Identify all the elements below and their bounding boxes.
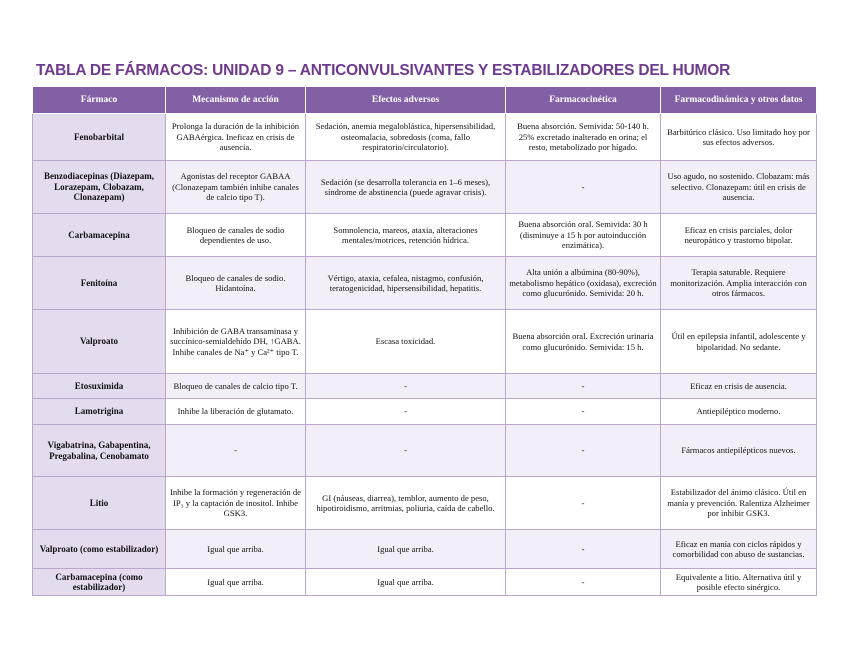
cell-mechanism: Inhibe la formación y regeneración de IP₃ y la captación de inositol. Inhibe GSK3.	[166, 477, 306, 530]
page-title: TABLA DE FÁRMACOS: UNIDAD 9 – ANTICONVULSIVANTES Y ESTABILIZADORES DEL HUMOR	[36, 62, 731, 79]
table-row	[33, 161, 817, 214]
header-farmaco: Fármaco	[33, 87, 166, 114]
table-row	[33, 310, 817, 374]
cell-pharmacodynamics: Equivalente a litio. Alternativa útil y posible efecto sinérgico.	[661, 569, 817, 596]
cell-pharmacodynamics: Eficaz en manía con ciclos rápidos y comorbilidad con abuso de sustancias.	[661, 530, 817, 569]
cell-pharmacokinetics: -	[506, 399, 661, 425]
table-row	[33, 530, 817, 569]
cell-drug: Litio	[33, 477, 166, 530]
cell-pharmacokinetics: -	[506, 161, 661, 214]
cell-drug: Carbamacepina	[33, 214, 166, 257]
table-row	[33, 569, 817, 596]
cell-mechanism: Igual que arriba.	[166, 530, 306, 569]
cell-pharmacodynamics: Barbitúrico clásico. Uso limitado hoy por sus efectos adversos.	[661, 114, 817, 161]
cell-pharmacodynamics: Eficaz en crisis de ausencia.	[661, 374, 817, 399]
drug-table	[32, 86, 817, 596]
cell-drug: Valproato	[33, 310, 166, 374]
cell-mechanism: Inhibición de GABA transaminasa y succínico-semialdehído DH, ↑GABA. Inhibe canales de Na⁺ y Ca²⁺ tipo T.	[166, 310, 306, 374]
table-header-row	[33, 87, 817, 114]
cell-drug: Vigabatrina, Gabapentina, Pregabalina, Cenobamato	[33, 425, 166, 477]
cell-adverse: Sedación (se desarrolla tolerancia en 1–6 meses), síndrome de abstinencia (puede agravar crisis).	[306, 161, 506, 214]
cell-pharmacokinetics: -	[506, 374, 661, 399]
cell-adverse: Vértigo, ataxia, cefalea, nistagmo, confusión, teratogenicidad, hipersensibilidad, hepatitis.	[306, 257, 506, 310]
cell-drug: Etosuximida	[33, 374, 166, 399]
cell-mechanism: Prolonga la duración de la inhibición GABAérgica. Ineficaz en crisis de ausencia.	[166, 114, 306, 161]
cell-drug: Lamotrigina	[33, 399, 166, 425]
cell-pharmacodynamics: Eficaz en crisis parciales, dolor neuropático y trastorno bipolar.	[661, 214, 817, 257]
cell-adverse: Somnolencia, mareos, ataxia, alteraciones mentales/motrices, retención hídrica.	[306, 214, 506, 257]
cell-pharmacodynamics: Estabilizador del ánimo clásico. Útil en manía y prevención. Ralentiza Alzheimer por inhibir GSK3.	[661, 477, 817, 530]
cell-pharmacokinetics: Alta unión a albúmina (80-90%), metabolismo hepático (oxidasa), excreción como glucurónido. Semivida: 20 h.	[506, 257, 661, 310]
cell-drug: Fenitoína	[33, 257, 166, 310]
cell-mechanism: Inhibe la liberación de glutamato.	[166, 399, 306, 425]
cell-pharmacodynamics: Terapia saturable. Requiere monitorización. Amplia interacción con otros fármacos.	[661, 257, 817, 310]
cell-adverse: -	[306, 399, 506, 425]
cell-mechanism: Bloqueo de canales de sodio. Hidantoína.	[166, 257, 306, 310]
cell-adverse: GI (náuseas, diarrea), temblor, aumento de peso, hipotiroidismo, arritmias, poliuria, caída de cabello.	[306, 477, 506, 530]
cell-mechanism: Bloqueo de canales de sodio dependientes de uso.	[166, 214, 306, 257]
header-mecanismo: Mecanismo de acción	[166, 87, 306, 114]
cell-adverse: -	[306, 425, 506, 477]
cell-pharmacokinetics: Buena absorción oral. Semivida: 30 h (disminuye a 15 h por autoinducción enzimática).	[506, 214, 661, 257]
table-row	[33, 257, 817, 310]
cell-drug: Benzodiacepinas (Diazepam, Lorazepam, Clobazam, Clonazepam)	[33, 161, 166, 214]
header-farmacodinamica: Farmacodinámica y otros datos	[661, 87, 817, 114]
table-row	[33, 374, 817, 399]
cell-mechanism: Igual que arriba.	[166, 569, 306, 596]
cell-adverse: Igual que arriba.	[306, 569, 506, 596]
table-row	[33, 114, 817, 161]
cell-drug: Valproato (como estabilizador)	[33, 530, 166, 569]
cell-drug: Fenobarbital	[33, 114, 166, 161]
cell-adverse: Igual que arriba.	[306, 530, 506, 569]
cell-pharmacokinetics: -	[506, 425, 661, 477]
table-row	[33, 399, 817, 425]
cell-pharmacodynamics: Fármacos antiepilépticos nuevos.	[661, 425, 817, 477]
header-efectos: Efectos adversos	[306, 87, 506, 114]
cell-drug: Carbamacepina (como estabilizador)	[33, 569, 166, 596]
table-row	[33, 477, 817, 530]
cell-mechanism: Agonistas del receptor GABAA (Clonazepam también inhibe canales de calcio tipo T).	[166, 161, 306, 214]
cell-adverse: Escasa toxicidad.	[306, 310, 506, 374]
cell-pharmacokinetics: -	[506, 569, 661, 596]
cell-adverse: Sedación, anemia megaloblástica, hipersensibilidad, osteomalacia, sobredosis (coma, fallo respiratorio/circulatorio).	[306, 114, 506, 161]
cell-pharmacokinetics: Buena absorción oral. Excreción urinaria como glucurónido. Semivida: 15 h.	[506, 310, 661, 374]
cell-pharmacokinetics: Buena absorción. Semivida: 50-140 h. 25% excretado inalterado en orina; el resto, metabolizado por hígado.	[506, 114, 661, 161]
cell-mechanism: Bloqueo de canales de calcio tipo T.	[166, 374, 306, 399]
table-row	[33, 425, 817, 477]
cell-pharmacodynamics: Uso agudo, no sostenido. Clobazam: más selectivo. Clonazepam: útil en crisis de ausencia.	[661, 161, 817, 214]
cell-pharmacokinetics: -	[506, 477, 661, 530]
cell-adverse: -	[306, 374, 506, 399]
cell-pharmacodynamics: Antiepiléptico moderno.	[661, 399, 817, 425]
cell-pharmacodynamics: Útil en epilepsia infantil, adolescente y bipolaridad. No sedante.	[661, 310, 817, 374]
cell-pharmacokinetics: -	[506, 530, 661, 569]
table-row	[33, 214, 817, 257]
cell-mechanism: -	[166, 425, 306, 477]
header-farmacocinetica: Farmacocinética	[506, 87, 661, 114]
